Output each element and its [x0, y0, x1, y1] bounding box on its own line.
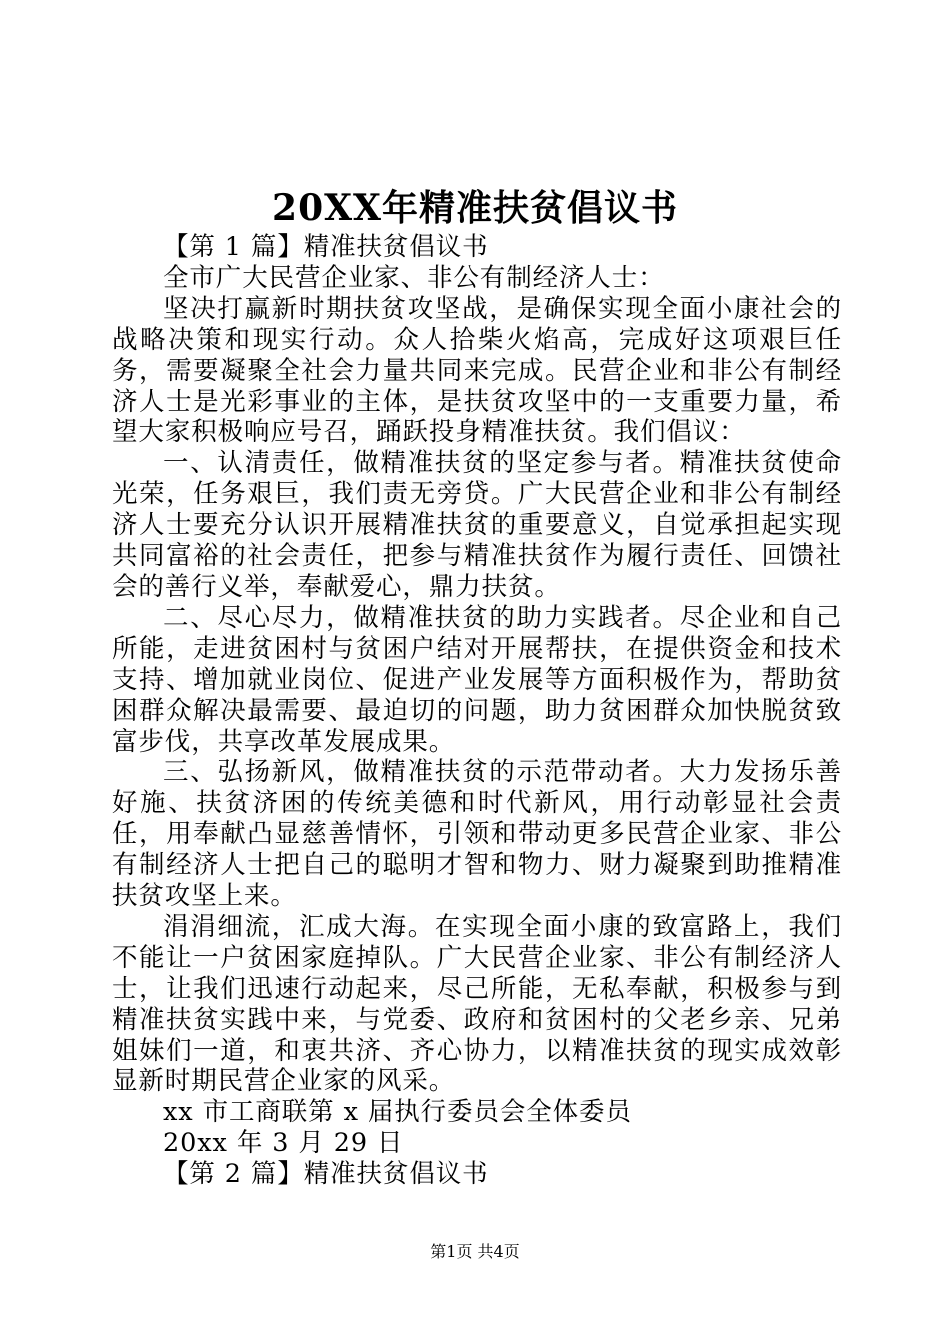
page-footer: 第1页 共4页	[430, 1242, 520, 1261]
document-title: 20XX年精准扶贫倡议书	[272, 187, 678, 229]
paragraph-point-2: 二、尽心尽力，做精准扶贫的助力实践者。尽企业和自己所能，走进贫困村与贫困户结对开展帮扶，在提供资金和技术支持、增加就业岗位、促进产业发展等方面积极作为，帮助贫困群众解决最需要、最迫切的问题，助力贫困群众加快脱贫致富步伐，共享改革发展成果。	[112, 602, 842, 757]
section-heading-1: 【第 1 篇】精准扶贫倡议书	[163, 232, 489, 262]
signature: xx 市工商联第 x 届执行委员会全体委员	[163, 1097, 632, 1128]
paragraph-point-3: 三、弘扬新风，做精准扶贫的示范带动者。大力发扬乐善好施、扶贫济困的传统美德和时代新风，用行动彰显社会责任，用奉献凸显慈善情怀，引领和带动更多民营企业家、非公有制经济人士把自己的聪明才智和物力、财力凝聚到助推精准扶贫攻坚上来。	[112, 757, 842, 912]
salutation: 全市广大民营企业家、非公有制经济人士：	[163, 262, 665, 293]
section-heading-2: 【第 2 篇】精准扶贫倡议书	[163, 1159, 489, 1190]
date: 20xx 年 3 月 29 日	[163, 1128, 404, 1159]
paragraph-point-1: 一、认清责任，做精准扶贫的坚定参与者。精准扶贫使命光荣，任务艰巨，我们责无旁贷。广大民营企业和非公有制经济人士要充分认识开展精准扶贫的重要意义，自觉承担起实现共同富裕的社会责任，把参与精准扶贫作为履行责任、回馈社会的善行义举，奉献爱心，鼎力扶贫。	[112, 448, 842, 602]
paragraph-intro: 坚决打赢新时期扶贫攻坚战，是确保实现全面小康社会的战略决策和现实行动。众人拾柴火焰高，完成好这项艰巨任务，需要凝聚全社会力量共同来完成。民营企业和非公有制经济人士是光彩事业的主体，是扶贫攻坚中的一支重要力量，希望大家积极响应号召，踊跃投身精准扶贫。我们倡议：	[112, 293, 842, 448]
document-body	[112, 232, 842, 1190]
paragraph-closing: 涓涓细流，汇成大海。在实现全面小康的致富路上，我们不能让一户贫困家庭掉队。广大民营企业家、非公有制经济人士，让我们迅速行动起来，尽己所能，无私奉献，积极参与到精准扶贫实践中来，与党委、政府和贫困村的父老乡亲、兄弟姐妹们一道，和衷共济、齐心协力，以精准扶贫的现实成效彰显新时期民营企业家的风采。	[112, 911, 842, 1097]
